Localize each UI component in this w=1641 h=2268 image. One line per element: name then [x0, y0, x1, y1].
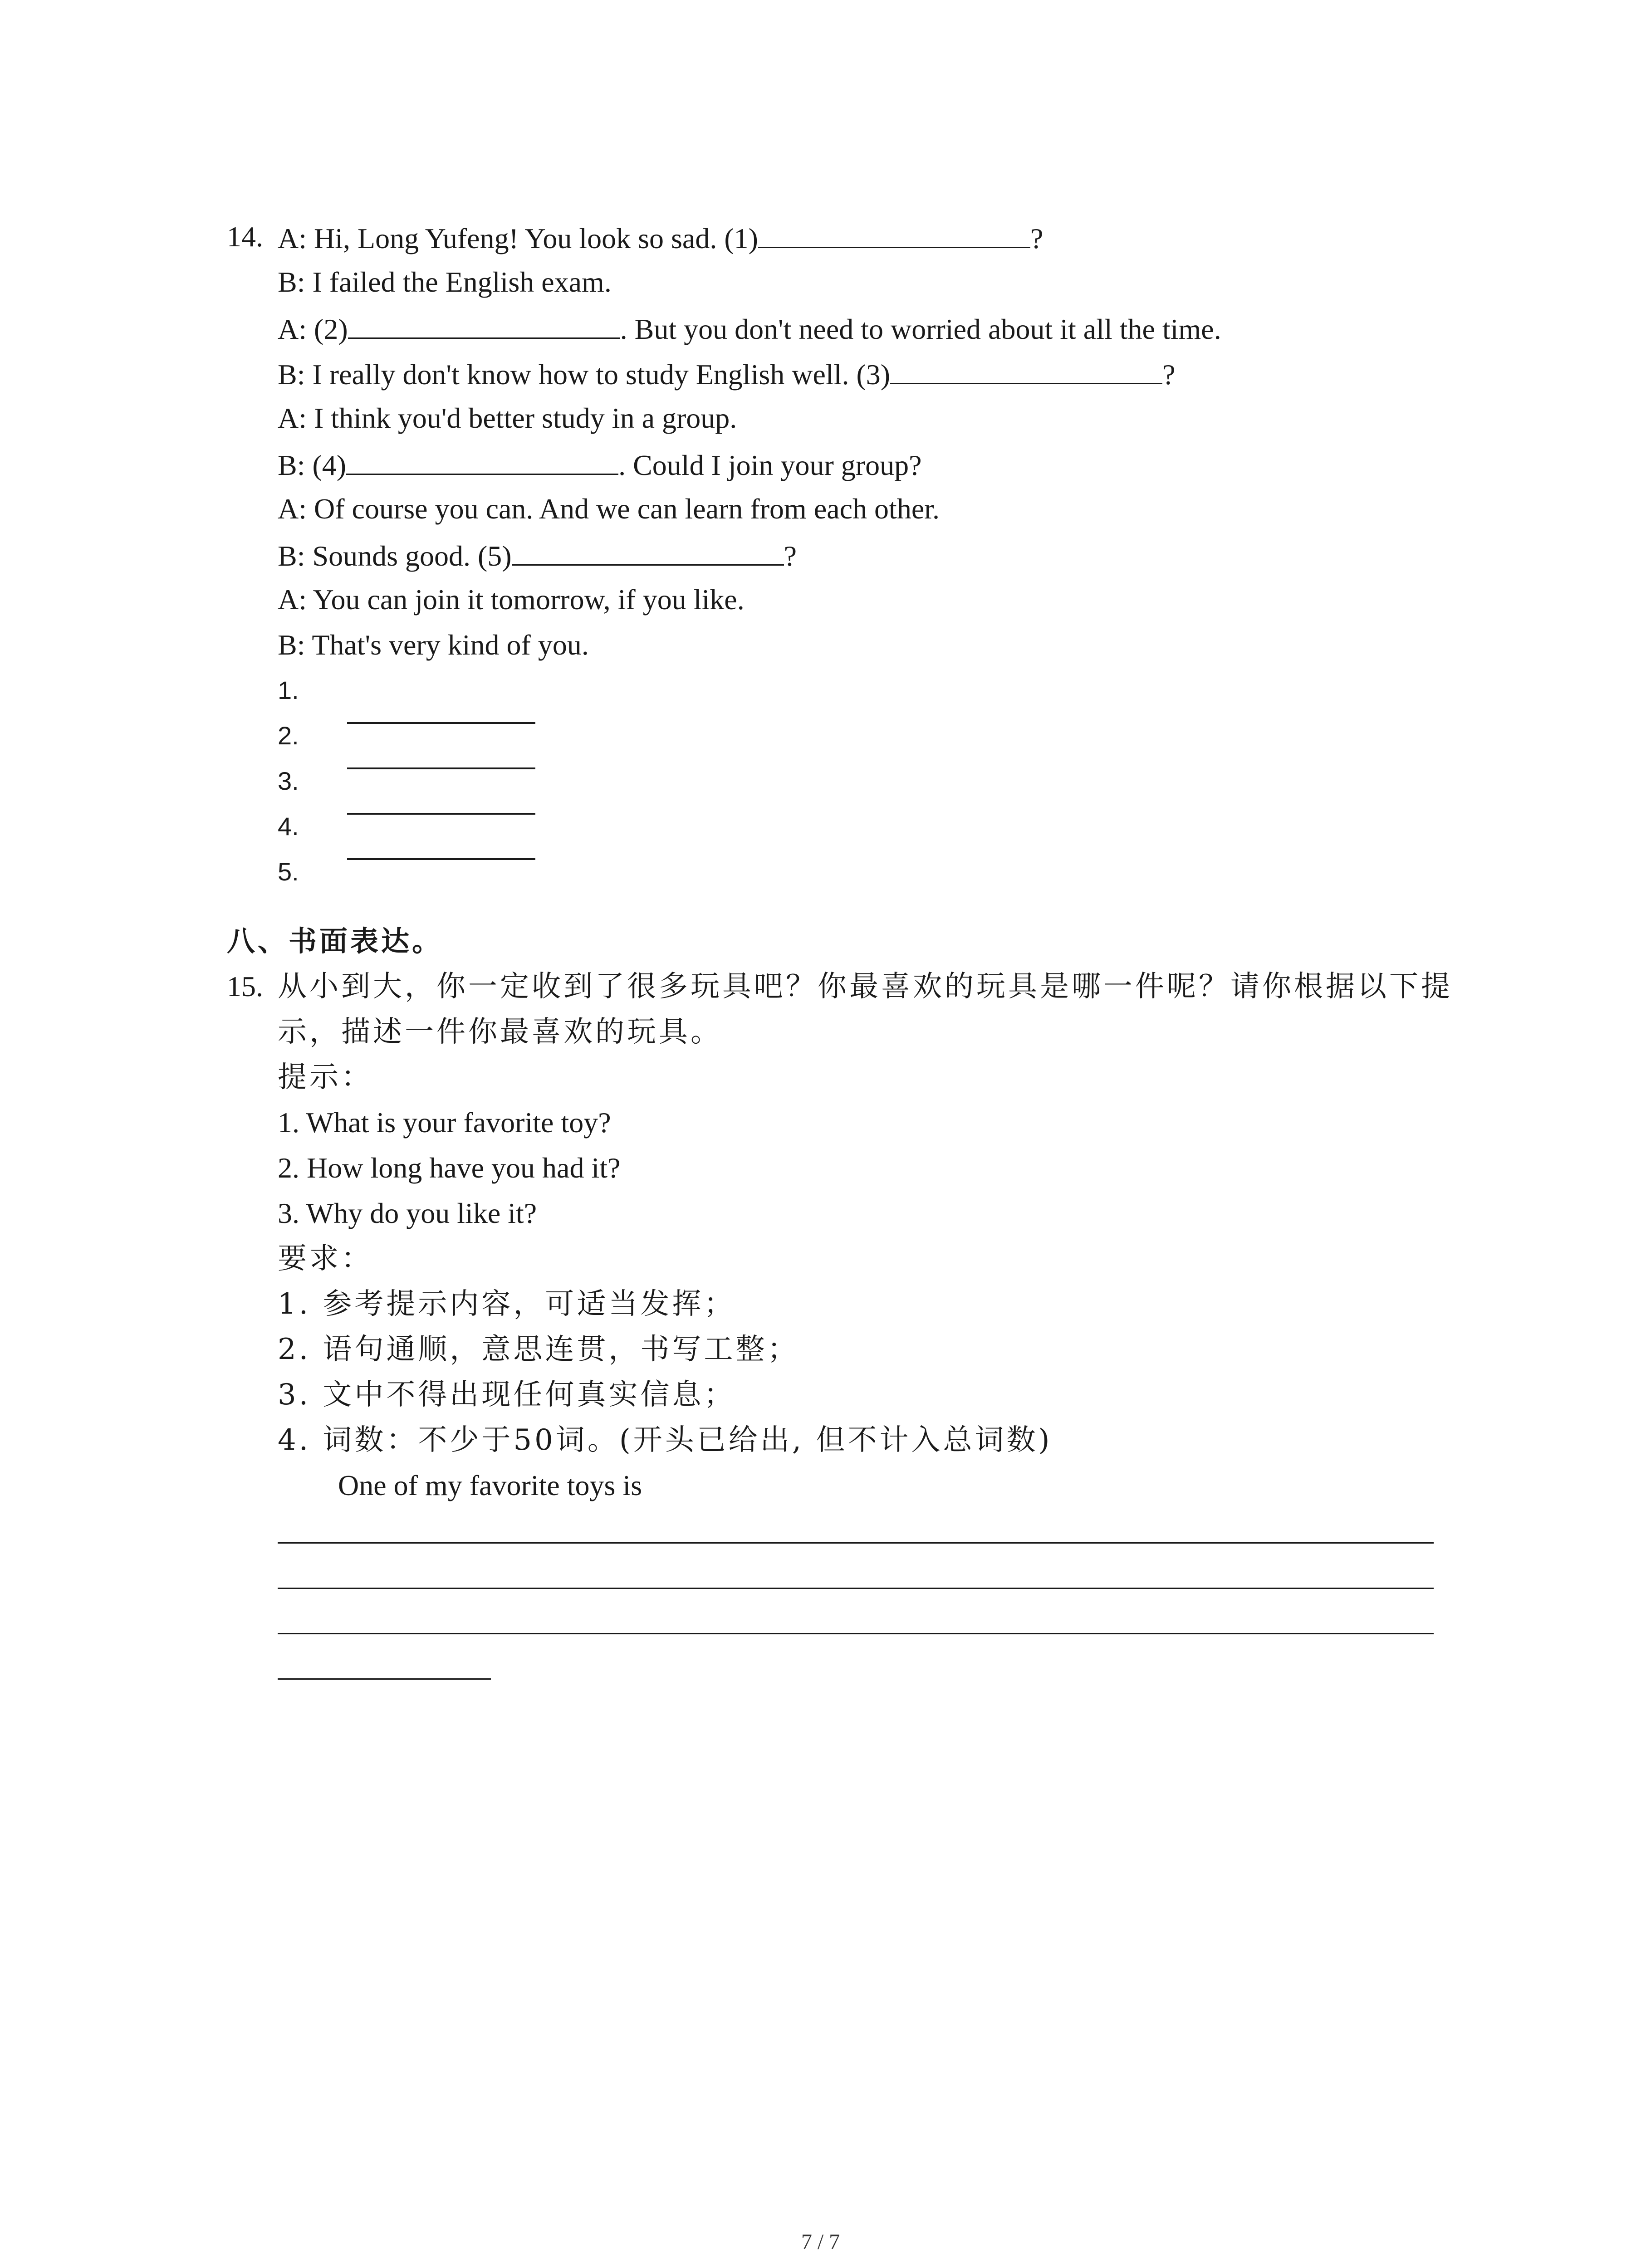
answer-line-2[interactable]	[347, 767, 535, 769]
question-14-number: 14.	[227, 220, 263, 253]
dialogue-line-8	[278, 536, 797, 574]
dialogue-line-4	[278, 355, 1175, 393]
answer-blank-5[interactable]	[512, 536, 784, 566]
answer-line-3[interactable]	[347, 813, 535, 815]
dialogue-text: A: (2)	[278, 313, 348, 345]
prompt-line-2: 示，描述一件你最喜欢的玩具。	[278, 1015, 722, 1049]
answer-line-4[interactable]	[347, 858, 535, 860]
answer-label-4: 4.	[278, 812, 299, 841]
dialogue-text: . Could I join your group?	[618, 449, 922, 481]
dialogue-text: B: That's very kind of you.	[278, 629, 589, 661]
dialogue-text: ?	[1162, 358, 1176, 391]
dialogue-text: A: Hi, Long Yufeng! You look so sad. (1)	[278, 222, 758, 254]
hint-1: 1. What is your favorite toy?	[278, 1106, 611, 1139]
answer-label-3: 3.	[278, 767, 299, 795]
prompt-line-1: 从小到大，你一定收到了很多玩具吧？你最喜欢的玩具是哪一件呢？请你根据以下提	[278, 970, 1453, 1003]
answer-blank-1[interactable]	[758, 219, 1030, 248]
requirement-2: 2. 语句通顺，意思连贯，书写工整；	[278, 1333, 799, 1366]
hints-label: 提示：	[278, 1061, 373, 1094]
dialogue-line-6	[278, 445, 921, 484]
essay-opening: One of my favorite toys is	[338, 1469, 642, 1501]
answer-blank-3[interactable]	[890, 355, 1162, 384]
hint-3: 3. Why do you like it?	[278, 1197, 537, 1229]
dialogue-line-1	[278, 219, 1043, 257]
writing-line-2[interactable]	[278, 1588, 1434, 1589]
requirement-4: 4. 词数：不少于50词。(开头已给出, 但不计入总词数)	[278, 1423, 1053, 1457]
writing-line-3[interactable]	[278, 1633, 1434, 1634]
answer-blank-4[interactable]	[346, 445, 618, 475]
dialogue-line-7	[278, 491, 940, 527]
answer-label-2: 2.	[278, 721, 299, 750]
dialogue-line-9	[278, 582, 745, 618]
dialogue-text: B: I failed the English exam.	[278, 266, 612, 298]
answer-label-1: 1.	[278, 676, 299, 704]
dialogue-text: A: You can join it tomorrow, if you like.	[278, 583, 745, 616]
dialogue-text: B: I really don't know how to study English well. (3)	[278, 358, 891, 391]
answer-blank-2[interactable]	[348, 309, 620, 339]
writing-line-1[interactable]	[278, 1542, 1434, 1544]
dialogue-text: A: Of course you can. And we can learn from each other.	[278, 493, 940, 525]
dialogue-line-2	[278, 264, 612, 300]
answer-label-5: 5.	[278, 857, 299, 886]
requirement-3: 3. 文中不得出现任何真实信息；	[278, 1378, 736, 1412]
dialogue-line-5	[278, 400, 737, 436]
question-15-number: 15.	[227, 970, 263, 1002]
dialogue-text: ?	[784, 540, 797, 572]
dialogue-text: ?	[1030, 222, 1043, 254]
hint-2: 2. How long have you had it?	[278, 1152, 621, 1184]
dialogue-text: B: (4)	[278, 449, 347, 481]
dialogue-text: B: Sounds good. (5)	[278, 540, 512, 572]
dialogue-text: . But you don't need to worried about it all the time.	[620, 313, 1221, 345]
writing-line-4[interactable]	[278, 1678, 491, 1680]
dialogue-text: A: I think you'd better study in a group.	[278, 402, 737, 434]
section-heading: 八、书面表达。	[227, 924, 443, 958]
answer-line-1[interactable]	[347, 722, 535, 724]
dialogue-line-3	[278, 309, 1221, 347]
page-number: 7 / 7	[801, 2230, 840, 2254]
requirements-label: 要求：	[278, 1242, 373, 1276]
requirement-1: 1. 参考提示内容，可适当发挥；	[278, 1287, 736, 1321]
dialogue-line-10	[278, 627, 589, 663]
